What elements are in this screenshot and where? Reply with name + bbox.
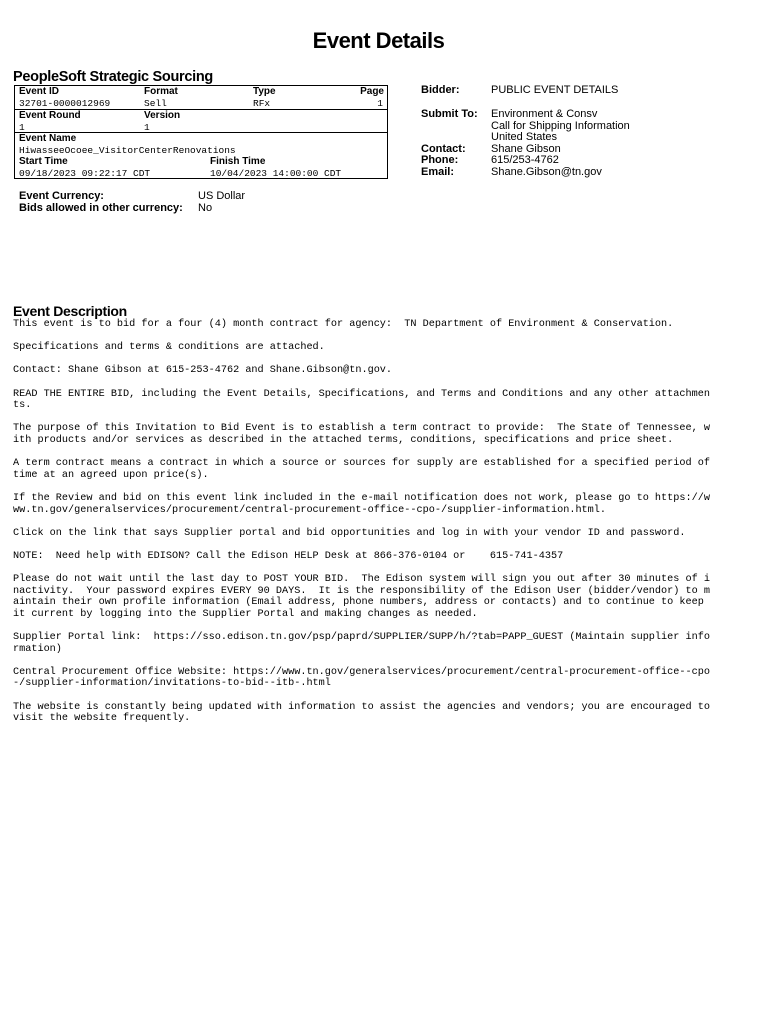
contact-label: Contact: [421, 142, 466, 155]
event-currency-value: US Dollar [198, 190, 246, 202]
contact-value: Shane Gibson [491, 142, 561, 155]
description-paragraph: The purpose of this Invitation to Bid Event is to establish a term contract to provide: The State of Tennessee, with products and/or services as described in the attached terms, conditions, specifications and price sheet. [13, 423, 710, 446]
email-label: Email: [421, 165, 455, 178]
start-time-label: Start Time [19, 156, 68, 167]
submit-to-label: Submit To: [421, 108, 478, 120]
page-label: Page [360, 86, 384, 97]
submit-to-line: Environment & Consv [491, 108, 598, 120]
event-round-value: 1 [19, 122, 25, 133]
bidder-label: Bidder: [421, 84, 460, 96]
submit-to-line: United States [491, 131, 558, 143]
event-info-box [14, 85, 388, 179]
format-label: Format [144, 86, 178, 97]
format-value: Sell [144, 98, 167, 109]
description-paragraph: A term contract means a contract in which a source or sources for supply are established for a specified period of time at an agreed upon price(s). [13, 458, 717, 481]
start-time-value: 09/18/2023 09:22:17 CDT [19, 168, 151, 179]
description-paragraph: Supplier Portal link: https://sso.edison.tn.gov/psp/paprd/SUPPLIER/SUPP/h/?tab=PAPP_GUEST (Maintain supplier information) [13, 632, 710, 655]
event-description-body [13, 319, 717, 736]
description-paragraph: Specifications and terms & conditions are attached. [13, 342, 325, 354]
description-paragraph: Central Procurement Office Website: https://www.tn.gov/generalservices/procurement/central-procurement-office--cpo-/supplier-information/invitations-to-bid--itb-.html [13, 666, 710, 690]
page-value: 1 [377, 98, 383, 109]
email-value[interactable]: Shane.Gibson@tn.gov [491, 165, 602, 178]
other-currency-label: Bids allowed in other currency: [19, 202, 183, 214]
description-paragraph: Please do not wait until the last day to POST YOUR BID. The Edison system will sign you out after 30 minutes of inactivity. Your password expires EVERY 90 DAYS. It is the responsibility of the Edison User (bidder/vendor) to maintain their own profile information (Email address, phone numbers, address or contacts) and to continue to keep it current by logging into the Supplier Portal and making changes as needed. [13, 574, 710, 620]
submit-to-line: Call for Shipping Information [491, 119, 630, 132]
description-paragraph: READ THE ENTIRE BID, including the Event Details, Specifications, and Terms and Conditions and any other attachments. [13, 388, 710, 412]
phone-value: 615/253-4762 [491, 154, 559, 166]
phone-label: Phone: [421, 154, 459, 166]
event-description-title: Event Description [13, 303, 127, 319]
description-paragraph: Contact: Shane Gibson at 615-253-4762 and Shane.Gibson@tn.gov. [13, 365, 393, 377]
event-currency-label: Event Currency: [19, 190, 104, 202]
type-value: RFx [253, 98, 271, 109]
bidder-value: PUBLIC EVENT DETAILS [491, 84, 619, 96]
description-paragraph: Click on the link that says Supplier portal and bid opportunities and log in with your vendor ID and password. [13, 527, 686, 539]
version-value: 1 [144, 122, 150, 133]
type-label: Type [253, 86, 276, 97]
page-title: Event Details [312, 28, 445, 53]
description-paragraph: NOTE: Need help with EDISON? Call the Edison HELP Desk at 866-376-0104 or 615-741-4357 [13, 550, 564, 562]
description-paragraph: The website is constantly being updated with information to assist the agencies and vendors; you are encouraged to visit the website frequently. [13, 701, 717, 725]
event-id-value: 32701-0000012969 [19, 98, 111, 109]
event-name-value: HiwasseeOcoee_VisitorCenterRenovations [19, 145, 236, 156]
other-currency-value: No [198, 202, 213, 214]
version-label: Version [144, 110, 181, 121]
description-paragraph: If the Review and bid on this event link included in the e-mail notification does not work, please go to https://www.tn.gov/generalservices/procurement/central-procurement-office--cpo-/supplier-information.html. [13, 492, 710, 516]
finish-time-value: 10/04/2023 14:00:00 CDT [210, 168, 342, 179]
event-id-label: Event ID [19, 86, 60, 97]
section-title: PeopleSoft Strategic Sourcing [13, 69, 213, 85]
description-paragraph: This event is to bid for a four (4) month contract for agency: TN Department of Environment & Conservation. [13, 319, 674, 330]
event-round-label: Event Round [19, 110, 81, 121]
event-name-label: Event Name [19, 133, 77, 144]
finish-time-label: Finish Time [210, 156, 266, 167]
